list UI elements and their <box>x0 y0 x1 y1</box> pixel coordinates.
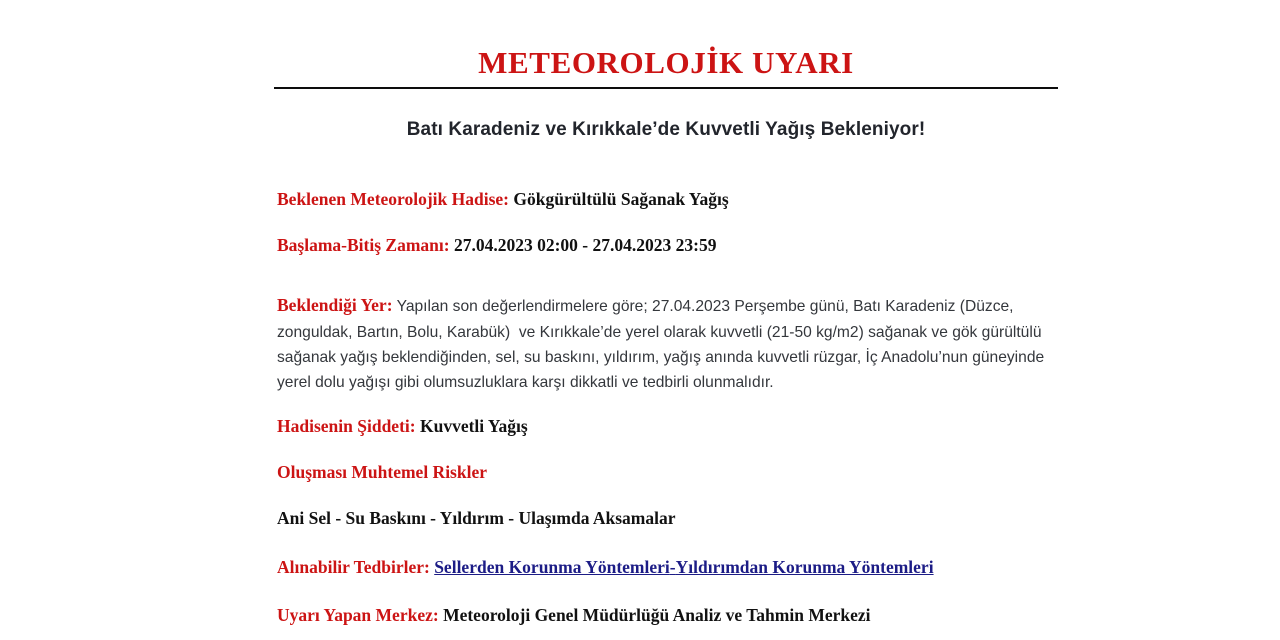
page-subtitle: Batı Karadeniz ve Kırıkkale’de Kuvvetli Yağış Bekleniyor! <box>406 119 926 140</box>
field-severity <box>277 415 1061 439</box>
field-issuing-center <box>277 604 1061 628</box>
field-measures-label: Alınabilir Tedbirler: <box>277 557 430 578</box>
warning-content <box>277 188 1061 627</box>
field-start-end-time <box>277 234 1061 258</box>
field-issuing-center-label: Uyarı Yapan Merkez: <box>277 604 439 625</box>
link-lightning-protection-methods[interactable]: Yıldırımdan Korunma Yöntemleri <box>675 557 934 578</box>
field-severity-value: Kuvvetli Yağış <box>419 416 528 437</box>
field-expected-event-label: Beklenen Meteorolojik Hadise: <box>277 189 510 209</box>
field-start-end-time-value: 27.04.2023 02:00 - 27.04.2023 23:59 <box>453 234 717 255</box>
field-measures <box>277 556 1061 580</box>
field-start-end-time-label: Başlama-Bitiş Zamanı: <box>277 234 450 255</box>
page-title: METEOROLOJİK UYARI <box>478 45 854 80</box>
field-expected-event <box>277 188 1061 212</box>
link-flood-protection-methods[interactable]: Sellerden Korunma Yöntemleri <box>434 557 670 578</box>
title-block <box>274 46 1058 89</box>
content-spacer <box>277 279 1061 291</box>
risks-list: Ani Sel - Su Baskını - Yıldırım - Ulaşımda Aksamalar <box>277 507 676 528</box>
link-separator: - <box>669 557 676 578</box>
field-expected-location-label: Beklendiği Yer: <box>277 295 393 316</box>
title-divider <box>274 87 1058 89</box>
field-severity-label: Hadisenin Şiddeti: <box>277 416 416 437</box>
field-expected-event-value: Gökgürültülü Sağanak Yağış <box>513 189 729 209</box>
field-issuing-center-value: Meteoroloji Genel Müdürlüğü Analiz ve Tahmin Merkezi <box>443 604 871 625</box>
field-expected-location-value: Yapılan son değerlendirmelere göre; 27.04.2023 Perşembe günü, Batı Karadeniz (Düzce, zonguldak, Bartın, Bolu, Karabük) ve Kırıkkale’de yerel olarak kuvvetli (21-50 kg/m2) sağanak ve gök gürültülü sağanak yağış beklendiğinden, sel, su baskını, yıldırım, yağış anında kuvvetli rüzgar, İç Anadolu’nun güneyinde yerel dolu yağışı gibi olumsuzluklara karşı dikkatli ve tedbirli olunmalıdır. <box>277 298 1049 392</box>
field-expected-location <box>277 291 1061 395</box>
risks-heading: Oluşması Muhtemel Riskler <box>277 461 487 482</box>
